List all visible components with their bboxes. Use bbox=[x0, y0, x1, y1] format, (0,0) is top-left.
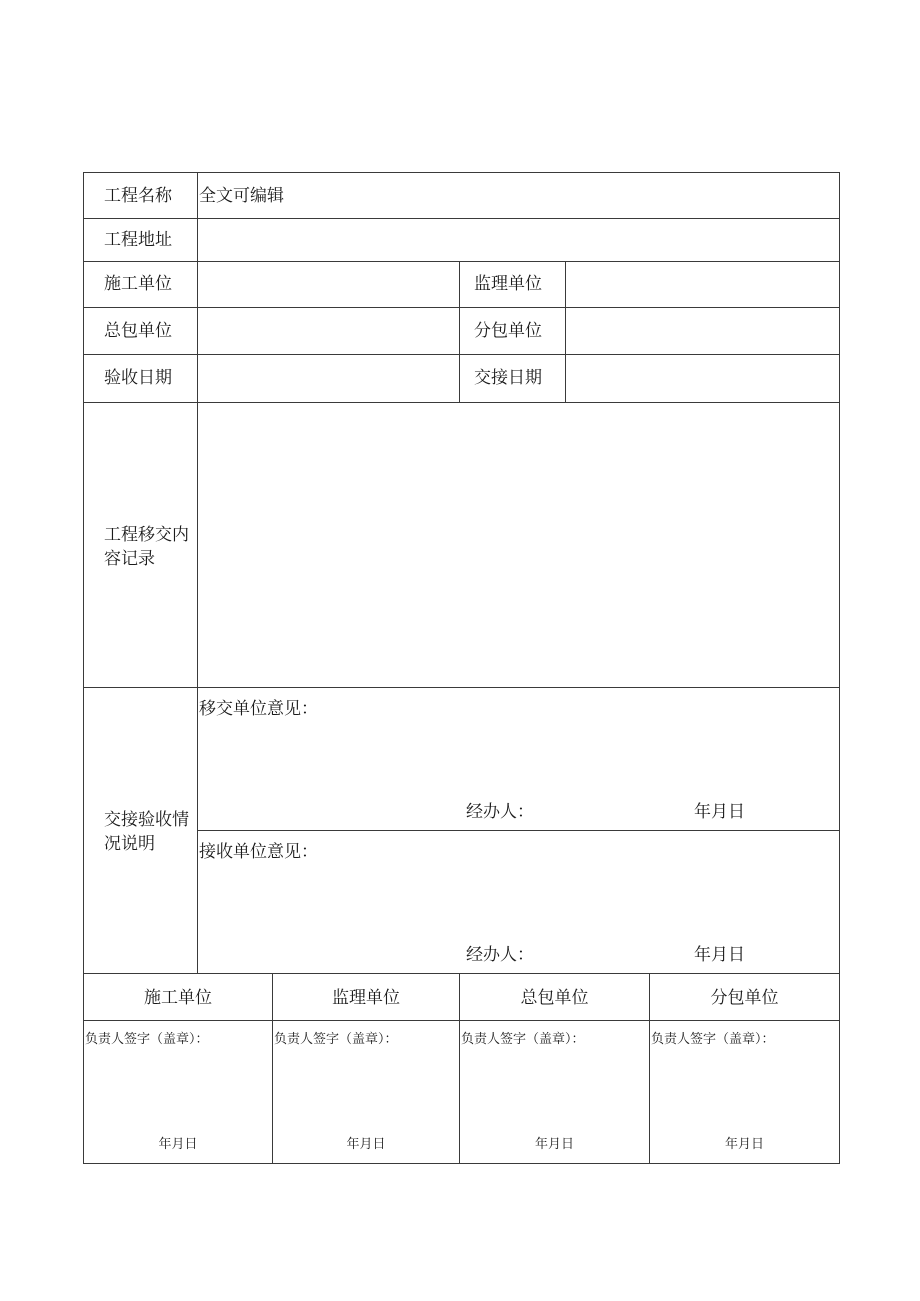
acceptance-date-field[interactable] bbox=[198, 355, 459, 402]
sig-field-construction[interactable] bbox=[84, 1050, 272, 1130]
acceptance-date-label: 验收日期 bbox=[104, 368, 172, 388]
sig-signer-label: 负责人签字（盖章）： bbox=[85, 1032, 209, 1047]
handover-date-label: 交接日期 bbox=[474, 368, 542, 388]
grid-line bbox=[839, 172, 840, 1164]
subcontractor-field[interactable] bbox=[566, 308, 839, 354]
sig-date-label: 年月日 bbox=[346, 1137, 386, 1152]
construction-unit-field[interactable] bbox=[198, 262, 459, 307]
receive-opinion-label: 接收单位意见： bbox=[199, 842, 318, 862]
handover-date-field[interactable] bbox=[566, 355, 839, 402]
construction-unit-label: 施工单位 bbox=[104, 274, 172, 294]
receive-handler-label: 经办人： bbox=[466, 945, 534, 965]
transfer-record-field[interactable] bbox=[198, 403, 839, 687]
transfer-date-label: 年月日 bbox=[694, 802, 745, 822]
grid-line bbox=[83, 973, 840, 974]
project-address-label: 工程地址 bbox=[104, 230, 172, 250]
handover-status-label: 交接验收情况说明 bbox=[104, 810, 189, 854]
sig-date-label: 年月日 bbox=[534, 1137, 574, 1152]
sig-header-supervision: 监理单位 bbox=[332, 988, 400, 1008]
project-name-label: 工程名称 bbox=[104, 186, 172, 206]
sig-date-label: 年月日 bbox=[724, 1137, 764, 1152]
sig-date-label: 年月日 bbox=[158, 1137, 198, 1152]
transfer-record-label: 工程移交内容记录 bbox=[104, 525, 189, 569]
receive-date-label: 年月日 bbox=[694, 945, 745, 965]
sig-header-subcontractor: 分包单位 bbox=[710, 988, 779, 1008]
general-contractor-field[interactable] bbox=[198, 308, 459, 354]
sig-field-supervision[interactable] bbox=[273, 1050, 459, 1130]
grid-line bbox=[459, 261, 460, 402]
sig-header-general-contractor: 总包单位 bbox=[520, 988, 589, 1008]
grid-line bbox=[83, 172, 84, 1164]
supervision-unit-label: 监理单位 bbox=[474, 274, 542, 294]
sig-field-general-contractor[interactable] bbox=[460, 1050, 649, 1130]
general-contractor-label: 总包单位 bbox=[104, 321, 172, 341]
supervision-unit-field[interactable] bbox=[566, 262, 839, 307]
grid-line bbox=[197, 830, 840, 831]
subcontractor-label: 分包单位 bbox=[474, 321, 542, 341]
sig-signer-label: 负责人签字（盖章）： bbox=[461, 1032, 585, 1047]
grid-line bbox=[83, 1163, 840, 1164]
transfer-opinion-field[interactable] bbox=[198, 722, 839, 792]
sig-signer-label: 负责人签字（盖章）： bbox=[274, 1032, 398, 1047]
transfer-handler-label: 经办人： bbox=[466, 802, 534, 822]
sig-field-subcontractor[interactable] bbox=[650, 1050, 839, 1130]
sig-header-construction: 施工单位 bbox=[144, 988, 212, 1008]
grid-line bbox=[83, 1020, 840, 1021]
transfer-opinion-label: 移交单位意见： bbox=[199, 699, 318, 719]
sig-signer-label: 负责人签字（盖章）： bbox=[651, 1032, 775, 1047]
project-name-field[interactable]: 全文可编辑 bbox=[199, 186, 284, 206]
project-address-field[interactable] bbox=[198, 219, 839, 261]
receive-opinion-field[interactable] bbox=[198, 865, 839, 935]
